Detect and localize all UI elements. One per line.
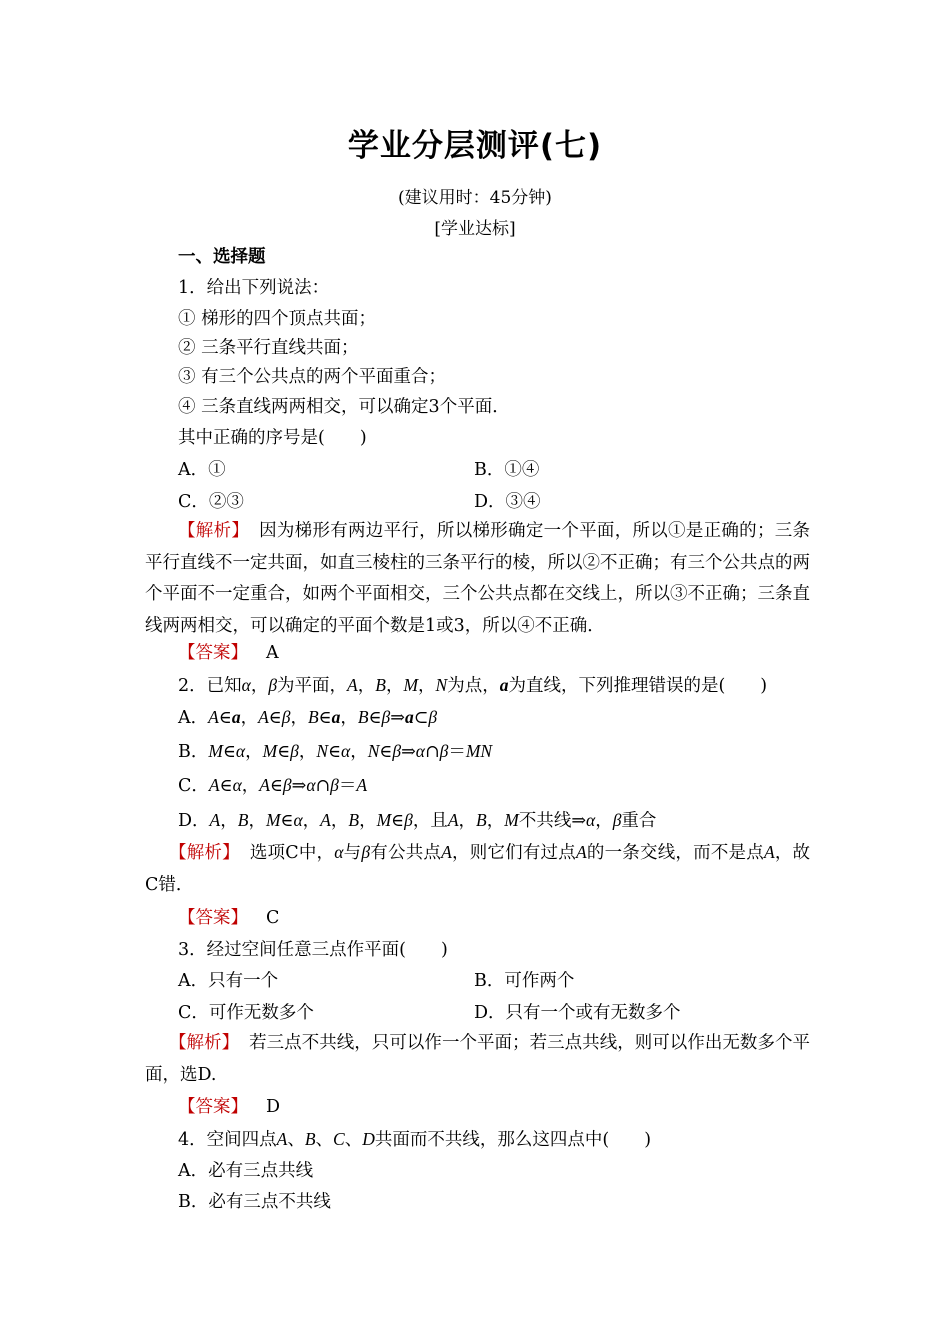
text-fragment: ，: [340, 708, 358, 728]
text-fragment: ＝: [448, 742, 466, 762]
text-fragment: M: [208, 741, 223, 761]
text-fragment: 有公共点: [370, 843, 442, 863]
text-fragment: 、: [344, 1130, 363, 1150]
text-fragment: ⊂: [413, 708, 429, 728]
q1-option-c: C．②③: [178, 492, 244, 512]
text-fragment: ，: [350, 742, 368, 762]
text-fragment: ＝: [338, 776, 357, 796]
text-fragment: B: [237, 810, 249, 830]
math-symbol: N: [435, 675, 448, 695]
q3-option-c: C．可作无数多个: [178, 1003, 314, 1023]
text-fragment: α: [306, 775, 316, 795]
text-fragment: a: [331, 707, 341, 727]
text-fragment: A: [356, 775, 368, 795]
text-fragment: ∈: [219, 776, 233, 796]
text-fragment: α: [235, 741, 246, 761]
q2-stem-text: ，: [357, 676, 376, 696]
q2-answer-value: C: [266, 908, 280, 928]
q2-stem: [178, 674, 767, 697]
text-fragment: β: [282, 775, 292, 795]
text-fragment: A: [258, 707, 269, 727]
text-fragment: ∩: [315, 776, 331, 796]
analysis-tag: 【解析】: [169, 843, 240, 863]
text-fragment: M: [262, 741, 278, 761]
q2-analysis: [145, 837, 810, 901]
q1-analysis: [145, 516, 810, 643]
text-fragment: C．: [178, 776, 209, 796]
text-fragment: β: [290, 741, 299, 761]
q3-analysis: [145, 1028, 810, 1091]
q1-option-d: D．③④: [474, 492, 541, 512]
text-fragment: M: [265, 810, 281, 830]
text-fragment: α: [293, 810, 303, 830]
text-fragment: ，: [241, 776, 260, 796]
text-fragment: ，: [248, 811, 266, 831]
q2-stem-text: 已知: [206, 676, 242, 696]
text-fragment: ，: [595, 811, 613, 831]
text-fragment: A: [208, 707, 219, 727]
q3-option-a: A．只有一个: [178, 971, 279, 991]
math-symbol: a: [499, 675, 509, 695]
q2-option-d: [178, 809, 656, 832]
q2-stem-text: 为平面，: [277, 676, 348, 696]
text-fragment: α: [341, 741, 351, 761]
q2-stem-text: 为点，: [447, 676, 500, 696]
text-fragment: ⇒: [390, 708, 405, 728]
q2-stem-text: ，: [418, 676, 436, 696]
text-fragment: β: [439, 741, 449, 761]
text-fragment: a: [231, 707, 241, 727]
text-fragment: α: [586, 810, 596, 830]
text-fragment: A: [441, 842, 452, 862]
q1-answer: [178, 642, 279, 664]
math-symbol: β: [268, 675, 278, 695]
q1-option-b: B．①④: [474, 460, 540, 480]
text-fragment: 的一条交线，而不是点: [586, 843, 764, 863]
text-fragment: ，: [302, 811, 321, 831]
text-fragment: M: [376, 810, 392, 830]
text-fragment: ∈: [379, 742, 393, 762]
text-fragment: A: [320, 810, 331, 830]
q1-ask: 其中正确的序号是( ): [178, 428, 367, 448]
text-fragment: β: [381, 707, 391, 727]
analysis-tag: 【解析】: [169, 1033, 240, 1053]
text-fragment: ，: [458, 811, 477, 831]
text-fragment: 重合: [621, 811, 657, 831]
q3-option-b: B．可作两个: [474, 971, 575, 991]
text-fragment: B: [348, 810, 360, 830]
text-fragment: A: [447, 810, 459, 830]
text-fragment: B: [357, 707, 369, 727]
q1-option-a: A．①: [178, 460, 226, 480]
text-fragment: ∩: [424, 742, 440, 762]
text-fragment: ，故C错．: [145, 843, 811, 895]
q1-statement-4: ④ 三条直线两两相交，可以确定3个平面．: [178, 397, 510, 417]
text-fragment: A: [575, 842, 587, 862]
text-fragment: MN: [465, 741, 493, 761]
text-fragment: 共面而不共线，那么这四点中( ): [374, 1130, 652, 1150]
text-fragment: M: [504, 810, 519, 830]
text-fragment: A．: [178, 708, 209, 728]
text-fragment: ∈: [368, 708, 382, 728]
text-fragment: 不共线⇒: [518, 811, 586, 831]
text-fragment: ∈: [269, 776, 283, 796]
q2-option-b: [178, 740, 492, 763]
text-fragment: B．: [178, 742, 209, 762]
q3-option-d: D．只有一个或有无数多个: [474, 1003, 681, 1023]
q1-analysis-text: 因为梯形有两边平行，所以梯形确定一个平面，所以①是正确的；三条平行直线不一定共面，如直三棱柱的三条平行的棱，所以②不正确；有三个公共点的两个平面不一定重合，如两个平面相交，三个公共点都在交线上，所以③不正确；三条直线两两相交，可以确定的平面个数是1或3，所以④不正确．: [145, 521, 811, 637]
text-fragment: ∈: [391, 811, 405, 831]
q3-answer-value: D: [266, 1097, 281, 1117]
text-fragment: 4．空间四点: [178, 1130, 277, 1150]
text-fragment: ，: [245, 742, 263, 762]
text-fragment: 、: [287, 1130, 305, 1150]
text-fragment: ，: [486, 811, 505, 831]
q2-answer: [178, 907, 279, 929]
text-fragment: β: [428, 707, 438, 727]
text-fragment: ⇒: [401, 742, 416, 762]
part-heading: 一、选择题: [178, 247, 266, 267]
text-fragment: β: [361, 842, 371, 862]
text-fragment: B: [476, 810, 487, 830]
text-fragment: ∈: [222, 742, 236, 762]
text-fragment: A: [763, 842, 775, 862]
text-fragment: A: [208, 775, 220, 795]
q2-option-a: [178, 706, 437, 729]
q2-stem-text: 为直线，下列推理错误的是( ): [508, 676, 768, 696]
text-fragment: ∈: [280, 811, 294, 831]
q2-stem-text: ，: [385, 676, 404, 696]
text-fragment: ∈: [268, 708, 282, 728]
text-fragment: ，: [330, 811, 349, 831]
text-fragment: B: [304, 1129, 316, 1149]
q3-analysis-text: 若三点不共线，只可以作一个平面；若三点共线，则可以作出无数多个平面，选D.: [145, 1033, 811, 1085]
text-fragment: 与: [343, 843, 362, 863]
q2-num: 2．: [178, 676, 207, 696]
text-fragment: ∈: [218, 708, 232, 728]
text-fragment: ，: [240, 708, 259, 728]
text-fragment: ∈: [328, 742, 342, 762]
text-fragment: C: [333, 1129, 345, 1149]
text-fragment: β: [404, 810, 413, 830]
text-fragment: ，且: [412, 811, 448, 831]
time-note: (建议用时：45分钟): [398, 188, 552, 208]
math-symbol: A: [347, 675, 358, 695]
text-fragment: A: [209, 810, 221, 830]
answer-tag: 【答案】: [178, 908, 248, 928]
text-fragment: N: [316, 741, 329, 761]
q2-stem-text: ，: [250, 676, 269, 696]
text-fragment: ，则它们有过点: [451, 843, 576, 863]
text-fragment: ，: [298, 742, 317, 762]
q2-option-c: [178, 774, 367, 797]
text-fragment: β: [330, 775, 339, 795]
q1-statement-1: ① 梯形的四个顶点共面；: [178, 309, 377, 329]
text-fragment: 选项C中，: [249, 843, 335, 863]
answer-tag: 【答案】: [178, 643, 248, 663]
text-fragment: ⇒: [291, 776, 307, 796]
text-fragment: ，: [220, 811, 238, 831]
text-fragment: A: [276, 1129, 288, 1149]
text-fragment: α: [232, 775, 242, 795]
page-title: 学业分层测评(七): [347, 128, 603, 164]
text-fragment: D．: [178, 811, 210, 831]
q4-stem: [178, 1128, 651, 1151]
text-fragment: A: [259, 775, 270, 795]
q4-option-b: B．必有三点不共线: [178, 1192, 331, 1212]
text-fragment: β: [392, 741, 402, 761]
q4-option-a: A．必有三点共线: [178, 1161, 314, 1181]
math-symbol: α: [241, 675, 251, 695]
q3-stem: 3．经过空间任意三点作平面( ): [178, 940, 448, 960]
analysis-tag: 【解析】: [178, 521, 250, 541]
text-fragment: ∈: [277, 742, 291, 762]
text-fragment: β: [281, 707, 291, 727]
q1-answer-value: A: [266, 643, 279, 663]
q1-stem: 1．给出下列说法：: [178, 278, 330, 298]
text-fragment: 、: [315, 1130, 334, 1150]
section-level: [学业达标]: [434, 219, 516, 239]
q1-statement-3: ③ 有三个公共点的两个平面重合；: [178, 367, 447, 387]
answer-tag: 【答案】: [178, 1097, 248, 1117]
q1-statement-2: ② 三条平行直线共面；: [178, 338, 359, 358]
math-symbol: M: [403, 675, 419, 695]
text-fragment: N: [367, 741, 380, 761]
math-symbol: B: [375, 675, 386, 695]
text-fragment: α: [415, 741, 425, 761]
text-fragment: B: [307, 707, 319, 727]
text-fragment: ，: [359, 811, 377, 831]
text-fragment: β: [612, 810, 622, 830]
text-fragment: α: [334, 842, 344, 862]
text-fragment: ，: [290, 708, 308, 728]
text-fragment: D: [362, 1129, 375, 1149]
q3-answer: [178, 1096, 280, 1118]
text-fragment: a: [404, 707, 414, 727]
text-fragment: ∈: [318, 708, 332, 728]
